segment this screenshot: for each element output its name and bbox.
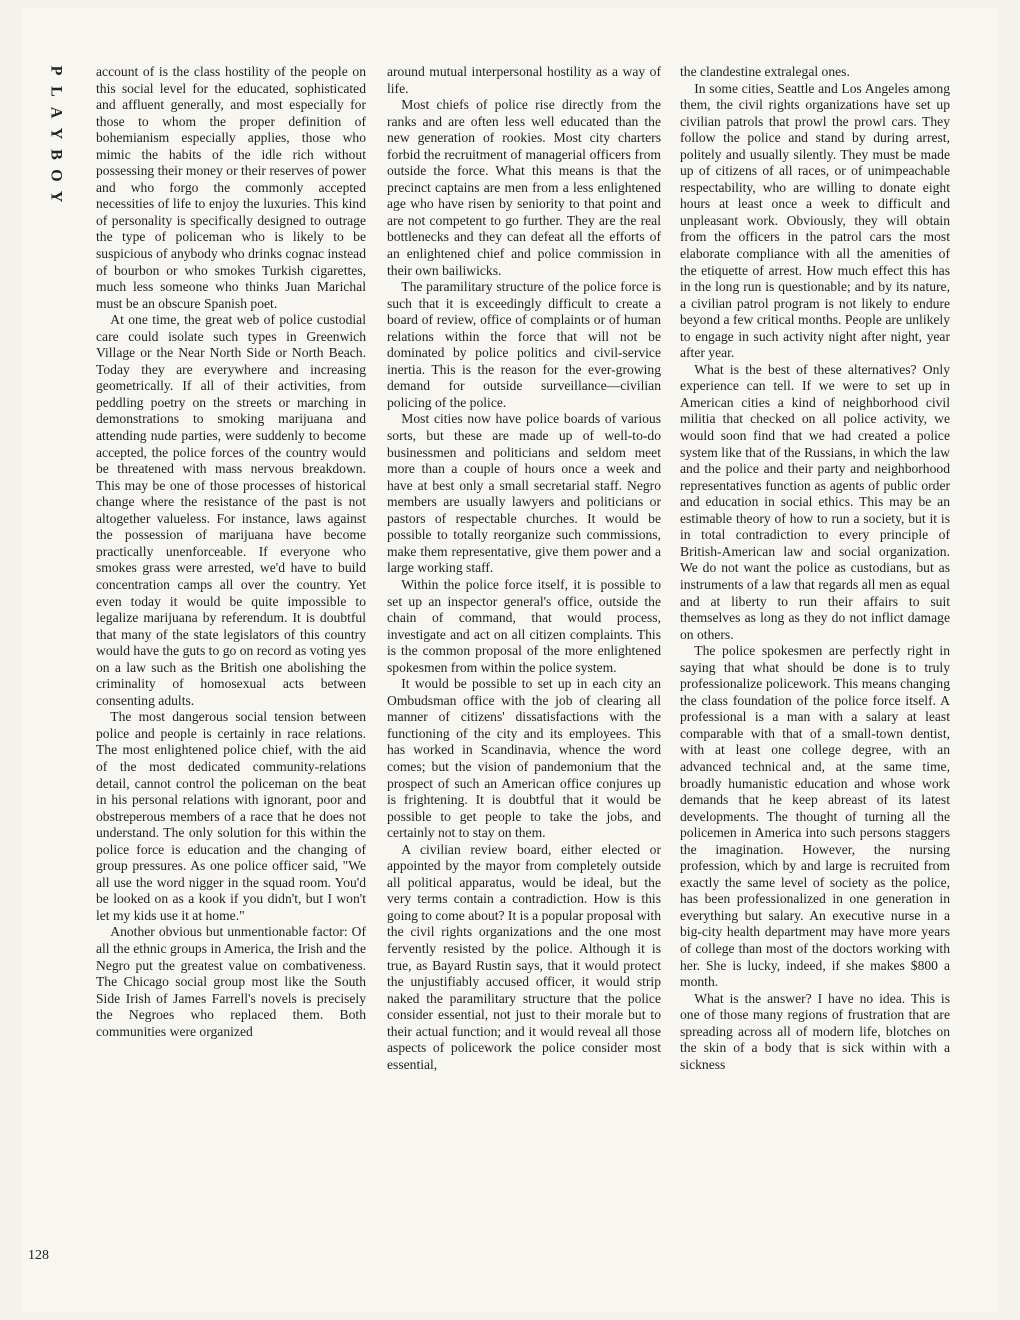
paragraph: around mutual interpersonal hostility as a way of life. bbox=[387, 64, 661, 96]
paragraph: Most chiefs of police rise directly from the ranks and are often less well educated than the new generation of rookies. Most city charters forbid the recruitment of managerial officers from outside the force. What this means is that the precinct captains are men from a less enlightened age who have risen by seniority to that point and are not competent to go further. They are the real bottlenecks and they can defeat all the efforts of an enlightened chief and police commission in their own bailiwicks. bbox=[387, 97, 661, 278]
paragraph: the clandestine extralegal ones. bbox=[680, 64, 850, 79]
masthead-letter: B bbox=[47, 149, 65, 160]
masthead-letter: A bbox=[47, 106, 65, 119]
text-column-2 bbox=[387, 64, 661, 1073]
paragraph: The paramilitary structure of the police force is such that it is exceedingly difficult to create a board of review, office of complaints or of human relations within the force that will not be dominated by police politics and civil-service inertia. This is the reason for the ever-growing demand for outside surveillance—civilian policing of the police. bbox=[387, 279, 661, 410]
page-number: 128 bbox=[28, 1248, 49, 1263]
masthead-letter: Y bbox=[47, 190, 65, 203]
paragraph: The police spokesmen are perfectly right in saying that what should be done is to truly professionalize policework. This means changing the class foundation of the police force itself. A professional is a man with a salary at least comparable with that of a small-town dentist, with at least one college degree, with an advanced technical and, at the same time, broadly humanistic education and whose work demands that he keep abreast of its latest developments. The thought of turning all the policemen in America into such persons staggers the imagination. However, the nursing profession, which by and large is recruited from exactly the same level of society as the police, has been professionalized in one generation in everything but salary. An executive nurse in a big-city health department may have more years of college than most of the doctors working with her. She is lucky, indeed, if she makes $800 a month. bbox=[680, 643, 950, 990]
paragraph: What is the answer? I have no idea. This is one of those many regions of frustration that are spreading across all of modern life, blotches on the skin of a body that is sick within with a sickness bbox=[680, 990, 950, 1072]
text-column-1 bbox=[96, 64, 366, 1040]
paragraph: What is the best of these alternatives? Only experience can tell. If we were to set up in American cities a kind of neighborhood civil militia that checked on all police activity, we would soon find that we had created a police system like that of the Russians, in which the law and the police and their party and neighborhood representatives function as agents of public order and education in social ethics. This may be an estimable theory of how to run a society, but it is in total contradiction to every principle of British-American law and social organization. We do not want the police as custodians, but as instruments of a law that regards all men as equal and at liberty to run their affairs to suit themselves as long as they do not inflict damage on others. bbox=[680, 361, 950, 642]
paragraph: The most dangerous social tension between police and people is certainly in race relations. The most enlightened police chief, with the aid of the most dedicated community-relations detail, cannot control the policeman on the beat in his personal relations with ignorant, poor and obstreperous members of a race that he does not understand. The only solution for this within the police force is education and the changing of group pressures. As one police officer said, "We all use the word nigger in the squad room. You'd be looked on as a kook if you didn't, but I won't let my kids use it at home." bbox=[96, 709, 366, 923]
text-column-3 bbox=[680, 64, 950, 1073]
paragraph: Within the police force itself, it is possible to set up an inspector general's office, outside the chain of command, that would process, investigate and act on all citizen complaints. This is the common proposal of the more enlightened spokesmen from within the police system. bbox=[387, 576, 661, 675]
masthead-letter: L bbox=[47, 86, 65, 97]
paragraph: At one time, the great web of police custodial care could isolate such types in Greenwich Village or the Near North Side or North Beach. Today they are everywhere and increasing geometrically. If all of their activities, from peddling poetry on the streets or marching in demonstrations to smoking marijuana and attending nude parties, were suddenly to become accepted, the police forces of the country would be threatened with mass nervous breakdown. This may be one of those processes of historical change where the resistance of the past is not altogether valueless. For instance, laws against the possession of marijuana have become practically unenforceable. If everyone who smokes grass were arrested, we'd have to build concentration camps all over the country. Yet even today it would be quite impossible to legalize marijuana by referendum. It is doubtful that many of the state legislators of this country would have the guts to go on record as voting yes on a law such as the British one abolishing the criminality of homosexual acts between consenting adults. bbox=[96, 312, 366, 708]
masthead-vertical bbox=[45, 60, 67, 207]
paragraph: Most cities now have police boards of various sorts, but these are made up of well-to-do businessmen and politicians and seldom meet more than a couple of hours once a week and have at best only a small secretarial staff. Negro members are usually lawyers and politicians or pastors of respectable churches. It would be possible to totally reorganize such commissions, make them representative, give them power and a large working staff. bbox=[387, 411, 661, 576]
paragraph: account of is the class hostility of the people on this social level for the educated, sophisticated and affluent generally, and most especially for those to whom the proper definition of bohemianism especially applies, those who mimic the habits of the idle rich without possessing their money or their reserves of power and who forgo the commonly accepted necessities of life to enjoy the luxuries. This kind of personality is specifically designed to outrage the type of policeman who is likely to be suspicious of anybody who drinks cognac instead of bourbon or who smokes Turkish cigarettes, much less someone who thinks Juan Marichal must be an obscure Spanish poet. bbox=[96, 64, 366, 311]
masthead-letter: Y bbox=[47, 127, 65, 140]
paragraph: In some cities, Seattle and Los Angeles among them, the civil rights organizations have set up civilian patrols that prowl the prowl cars. They follow the police and stand by during arrest, politely and usually silently. They must be made up of citizens of all races, or of unimpeachable respectability, who are willing to donate eight hours at least once a week to difficult and unpleasant work. Obviously, they will obtain from the officers in the patrol cars the most elaborate compliance with all the amenities of the etiquette of arrest. How much effect this has in the long run is questionable; and by its nature, a civilian patrol program is not likely to endure beyond a few critical months. People are unlikely to engage in such activity night after night, year after year. bbox=[680, 80, 950, 361]
paragraph: Another obvious but unmentionable factor: Of all the ethnic groups in America, the Irish and the Negro put the greatest value on combativeness. The Chicago social group most like the South Side Irish of James Farrell's novels is precisely the Negroes who replaced them. Both communities were organized bbox=[96, 924, 366, 1039]
masthead-letter: O bbox=[47, 169, 65, 182]
paragraph: A civilian review board, either elected or appointed by the mayor from completely outside all political apparatus, would be ideal, but the very terms contain a contradiction. How is this going to come about? It is a popular proposal with the civil rights organizations and the one most fervently resisted by the police. Although it is true, as Bayard Rustin says, that it would protect the unjustifiably accused officer, it would strip naked the paramilitary structure that the police consider essential, not just to their morale but to their actual function; and it would reveal all those aspects of policework the police consider most essential, bbox=[387, 841, 661, 1072]
masthead-letter: P bbox=[47, 65, 65, 76]
paragraph: It would be possible to set up in each city an Ombudsman office with the job of clearing all manner of citizens' dissatisfactions with the functioning of the city and its employees. This has worked in Scandinavia, whence the word comes; but the vision of pandemonium that the prospect of such an American office conjures up is frightening. It is doubtful that it would be possible to get people to take the jobs, and certainly not to stay on them. bbox=[387, 676, 661, 841]
